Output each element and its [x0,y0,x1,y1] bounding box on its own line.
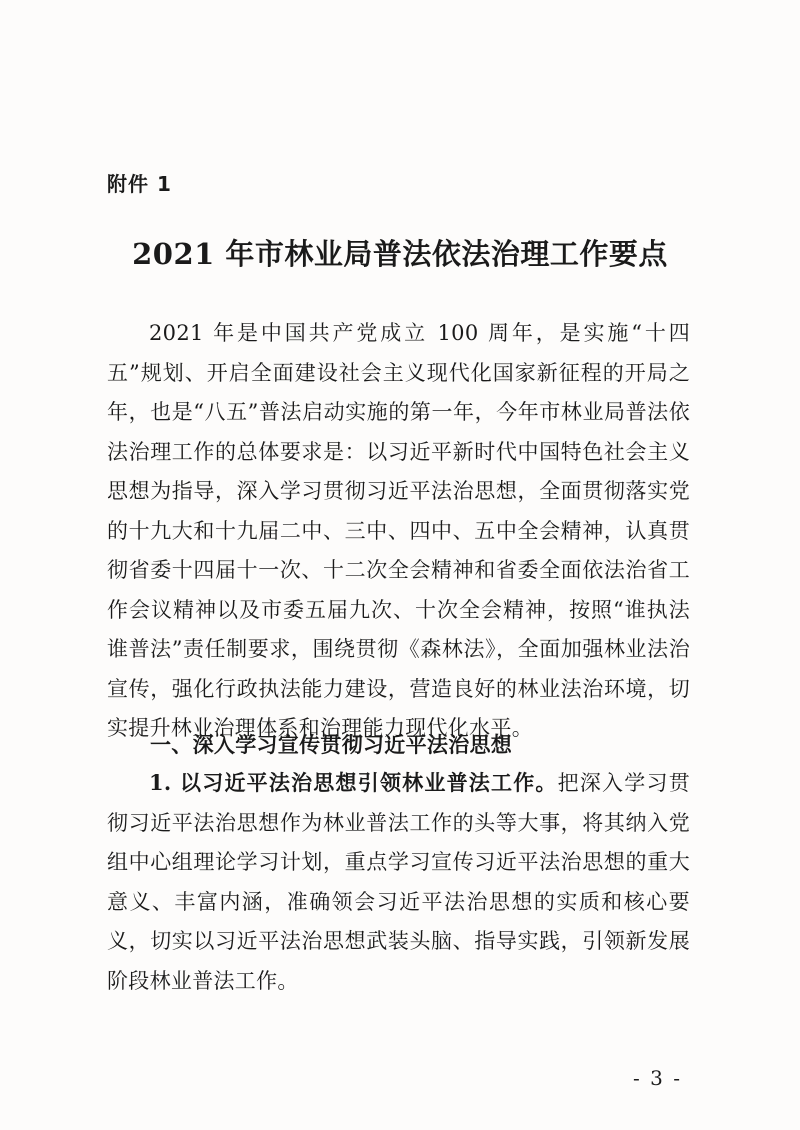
intro-paragraph: 2021 年是中国共产党成立 100 周年，是实施“十四五”规划、开启全面建设社会主义现代化国家新征程的开局之年，也是“八五”普法启动实施的第一年，今年市林业局普法依法治理工作的总体要求是：以习近平新时代中国特色社会主义思想为指导，深入学习贯彻习近平法治思想，全面贯彻落实党的十九大和十九届二中、三中、四中、五中全会精神，认真贯彻省委十四届十一次、十二次全会精神和省委全面依法治省工作会议精神以及市委五届九次、十次全会精神，按照“谁执法谁普法”责任制要求，围绕贯彻《森林法》，全面加强林业法治宣传，强化行政执法能力建设，营造良好的林业法治环境，切实提升林业治理体系和治理能力现代化水平。 [107,321,690,740]
document-title: 2021 年市林业局普法依法治理工作要点 [132,237,668,271]
attachment-label: 附件 1 [107,172,172,196]
section-heading: 一、深入学习宣传贯彻习近平法治思想 [150,733,513,757]
item-lead: 1. 以习近平法治思想引领林业普法工作。 [149,770,558,795]
item-paragraph [107,763,690,1001]
item-body: 把深入学习贯彻习近平法治思想作为林业普法工作的头等大事，将其纳入党组中心组理论学习计划，重点学习宣传习近平法治思想的重大意义、丰富内涵，准确领会习近平法治思想的实质和核心要义，切实以习近平法治思想武装头脑、指导实践，引领新发展阶段林业普法工作。 [107,771,690,993]
page-number: - 3 - [633,1066,682,1090]
